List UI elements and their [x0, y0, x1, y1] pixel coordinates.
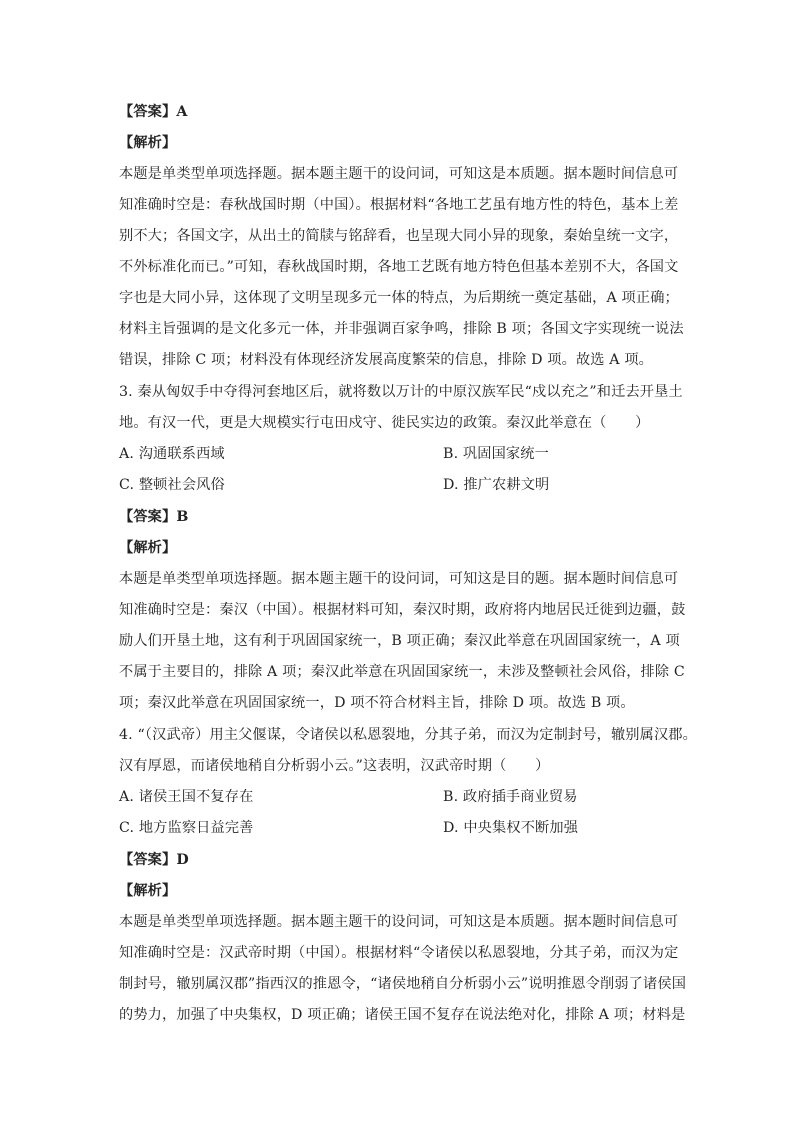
option-a: A. 沟通联系西域 — [119, 446, 225, 462]
analysis-text-line: 制封号，辙别属汉郡”指西汉的推恩令，“诸侯地稍自分析弱小云”说明推恩令削弱了诸侯国 — [119, 976, 687, 992]
analysis-text-line: 不属于主要目的，排除 A 项；秦汉此举意在巩固国家统一，未涉及整顿社会风俗，排除 C — [119, 664, 685, 680]
analysis-text-line: 别不大；各国文字，从出土的简牍与铭辞看，也呈现大同小异的现象，秦始皇统一文字， — [119, 228, 679, 244]
option-c: C. 地方监察日益完善 — [119, 820, 254, 836]
question-3-stem: 地。有汉一代，更是大规模实行屯田戍守、徙民实边的政策。秦汉此举意在（ ） — [119, 415, 650, 431]
analysis-text-line: 知准确时空是：汉武帝时期（中国）。根据材料“令诸侯以私恩裂地，分其子弟，而汉为定 — [119, 945, 679, 961]
analysis-text-line: 字也是大同小异，这体现了文明呈现多元一体的特点，为后期统一奠定基础，A 项正确； — [119, 290, 679, 306]
option-a: A. 诸侯王国不复存在 — [119, 789, 254, 805]
analysis-label: 【解析】 — [119, 135, 177, 151]
answer-label: 【答案】D — [119, 852, 189, 868]
analysis-text-line: 知准确时空是：秦汉（中国）。根据材料可知，秦汉时期，政府将内地居民迁徙到边疆，鼓 — [119, 602, 686, 618]
analysis-label: 【解析】 — [119, 883, 177, 899]
option-d: D. 推广农耕文明 — [443, 477, 550, 493]
answer-label: 【答案】B — [119, 509, 189, 525]
analysis-label: 【解析】 — [119, 540, 177, 556]
analysis-text-line: 材料主旨强调的是文化多元一体，并非强调百家争鸣，排除 B 项；各国文字实现统一说法 — [119, 321, 684, 337]
question-3-stem: 3. 秦从匈奴手中夺得河套地区后，就将数以万计的中原汉族军民“戍以充之”和迁去开垦土 — [119, 384, 683, 400]
analysis-text-line: 本题是单类型单项选择题。据本题主题干的设问词，可知这是本质题。据本题时间信息可 — [119, 166, 679, 182]
analysis-text-line: 不外标准化而已。”可知，春秋战国时期，各地工艺既有地方特色但基本差别不大，各国文 — [119, 259, 679, 275]
option-d: D. 中央集权不断加强 — [443, 820, 579, 836]
question-4-stem: 4. “（汉武帝）用主父偃谋，令诸侯以私恩裂地，分其子弟，而汉为定制封号，辙别属汉郡。 — [119, 727, 697, 743]
analysis-text-line: 的势力，加强了中央集权，D 项正确；诸侯王国不复存在说法绝对化，排除 A 项；材料是 — [119, 1007, 686, 1023]
analysis-text-line: 知准确时空是：春秋战国时期（中国）。根据材料“各地工艺虽有地方性的特色，基本上差 — [119, 197, 679, 213]
analysis-text-line: 本题是单类型单项选择题。据本题主题干的设问词，可知这是目的题。据本题时间信息可 — [119, 571, 679, 587]
option-b: B. 巩固国家统一 — [443, 446, 549, 462]
analysis-text-line: 本题是单类型单项选择题。据本题主题干的设问词，可知这是本质题。据本题时间信息可 — [119, 914, 679, 930]
option-c: C. 整顿社会风俗 — [119, 477, 225, 493]
option-b: B. 政府插手商业贸易 — [443, 789, 578, 805]
question-4-stem: 汉有厚恩，而诸侯地稍自分析弱小云。”这表明，汉武帝时期（ ） — [119, 758, 550, 774]
analysis-text-line: 项；秦汉此举意在巩固国家统一，D 项不符合材料主旨，排除 D 项。故选 B 项。 — [119, 695, 635, 711]
answer-label: 【答案】A — [119, 104, 188, 120]
analysis-text-line: 励人们开垦土地，这有利于巩固国家统一，B 项正确；秦汉此举意在巩固国家统一，A 项 — [119, 633, 680, 649]
analysis-text-line: 错误，排除 C 项；材料没有体现经济发展高度繁荣的信息，排除 D 项。故选 A 项。 — [119, 352, 654, 368]
